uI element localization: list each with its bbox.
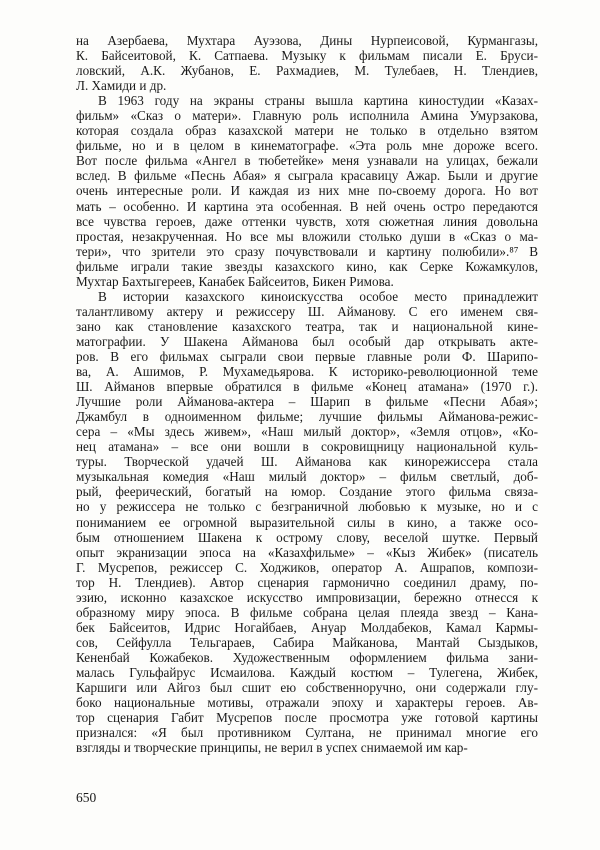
text-line: Лучшие роли Айманова-актера – Шарип в фильме «Песни Абая»; (76, 394, 538, 410)
body-text (76, 33, 538, 755)
text-line: все чувства героев, даже оттенки чувств, хотя сюжетная линия довольна (76, 213, 538, 229)
page-number: 650 (76, 790, 97, 805)
text-line: мать – особенно. И картина эта особенная. В ней очень остро передаются (76, 198, 538, 214)
text-line: музыкальная комедия «Наш милый доктор» – фильм светлый, доб- (76, 469, 538, 485)
text-line: на Азербаева, Мухтара Ауэзова, Дины Нурпеисовой, Курмангазы, (76, 33, 538, 48)
text-line: признался: «Я был противником Султана, не принимал многие его (76, 725, 538, 741)
text-line: взгляды и творческие принципы, не верил в успех снимаемой им кар- (76, 740, 468, 756)
text-line: простая, незакрученная. Но все мы вложили столько души в «Сказ о ма- (76, 228, 538, 244)
text-line: туры. Творческой удачей Ш. Айманова как кинорежиссера стала (76, 454, 538, 470)
text-line: фильме, но и в целом в кинематографе. «Эта роль мне дороже всего. (76, 138, 538, 154)
text-line: бек Байсеитов, Идрис Ногайбаев, Ануар Молдабеков, Камал Кармы- (76, 619, 538, 635)
text-line: зано как становление казахского театра, так и национальной кине- (76, 318, 538, 334)
text-line: матографии. У Шакена Айманова был особый дар открывать акте- (76, 333, 538, 349)
text-line: пониманием ее огромной выразительной силы в кино, а также осо- (76, 514, 538, 530)
text-line: сов, Сейфулла Тельгараев, Сабира Майканова, Мантай Сыздыков, (76, 634, 538, 650)
text-line: Каршиги или Айгоз был сшит ею собственноручно, они содержали глу- (76, 680, 538, 696)
text-line: ловский, А.К. Жубанов, Е. Рахмадиев, М. Тулебаев, Н. Тлендиев, (76, 63, 538, 79)
text-line: бым отношением Шакена к острому слову, веселой шутке. Первый (76, 529, 538, 545)
text-line: но у режиссера не только с безграничной любовью к музыке, но и с (76, 499, 538, 515)
text-line: вслед. В фильме «Песнь Абая» я сыграла красавицу Ажар. Были и другие (76, 168, 538, 184)
text-line: которая создала образ казахской матери не только в отдельно взятом (76, 123, 538, 139)
text-line: боко национальные мотивы, отражали эпоху и характеры героев. Ав- (76, 695, 538, 711)
text-line: К. Байсеитовой, К. Сатпаева. Музыку к фильмам писали Е. Бруси- (76, 48, 538, 64)
text-line: тор Н. Тлендиев). Автор сценария гармонично соединил драму, по- (76, 574, 538, 590)
text-line: В истории казахского киноискусства особое место принадлежит (98, 288, 538, 304)
paragraph (76, 289, 538, 755)
text-line: Кененбай Кожабеков. Художественным оформлением фильма зани- (76, 649, 538, 665)
paragraph (76, 33, 538, 93)
text-line: опыт экранизации эпоса на «Казахфильме» – «Кыз Жибек» (писатель (76, 544, 538, 560)
text-line: талантливому актеру и режиссеру Ш. Айманову. С его именем свя- (76, 303, 538, 319)
text-line: Ш. Айманов впервые обратился в фильме «Конец атамана» (1970 г.). (76, 379, 538, 395)
text-line: Джамбул в одноименном фильме; лучшие фильмы Айманова-режис- (76, 409, 538, 425)
text-line: образному миру эпоса. В фильме собрана целая плеяда звезд – Кана- (76, 604, 538, 620)
text-line: малась Гульфайрус Исмаилова. Каждый костюм – Тулегена, Жибек, (76, 664, 538, 680)
text-line: рый, феерический, богатый на юмор. Создание этого фильма связа- (76, 484, 538, 500)
text-line: фильм» «Сказ о матери». Главную роль исполнила Амина Умурзакова, (76, 108, 538, 124)
text-line: ва, А. Ашимов, Р. Мухамедьярова. К историко-революционной теме (76, 364, 538, 380)
text-line: В 1963 году на экраны страны вышла картина киностудии «Казах- (98, 93, 538, 109)
paragraph (76, 93, 538, 289)
text-line: Мухтар Бахтыгереев, Канабек Байсеитов, Бикен Римова. (76, 273, 394, 289)
text-line: Г. Мусрепов, режиссер С. Ходжиков, оператор А. Ашрапов, компози- (76, 559, 538, 575)
text-line: ров. В его фильмах сыграли свои первые главные роли Ф. Шарипо- (76, 348, 538, 364)
text-line: фильме играли такие звезды казахского кино, как Серке Кожамкулов, (76, 258, 538, 274)
text-line: очень интересные роли. И каждая из них мне по-своему дорога. Но вот (76, 183, 538, 199)
text-line: тор сценария Габит Мусрепов после просмотра уже готовой картины (76, 710, 538, 726)
text-line: тери», что зрители это сразу почувствовали и картину полюбили».⁸⁷ В (76, 243, 538, 259)
text-line: Вот после фильма «Ангел в тюбетейке» меня узнавали на улицах, бежали (76, 153, 538, 169)
text-line: эзию, исконно казахское искусство импровизации, бережно отнесся к (76, 589, 538, 605)
text-line: сера – «Мы здесь живем», «Наш милый доктор», «Земля отцов», «Ко- (76, 424, 538, 440)
text-line: нец атамана» – все они вошли в сокровищницу национальной куль- (76, 439, 538, 455)
text-line: Л. Хамиди и др. (76, 78, 167, 94)
